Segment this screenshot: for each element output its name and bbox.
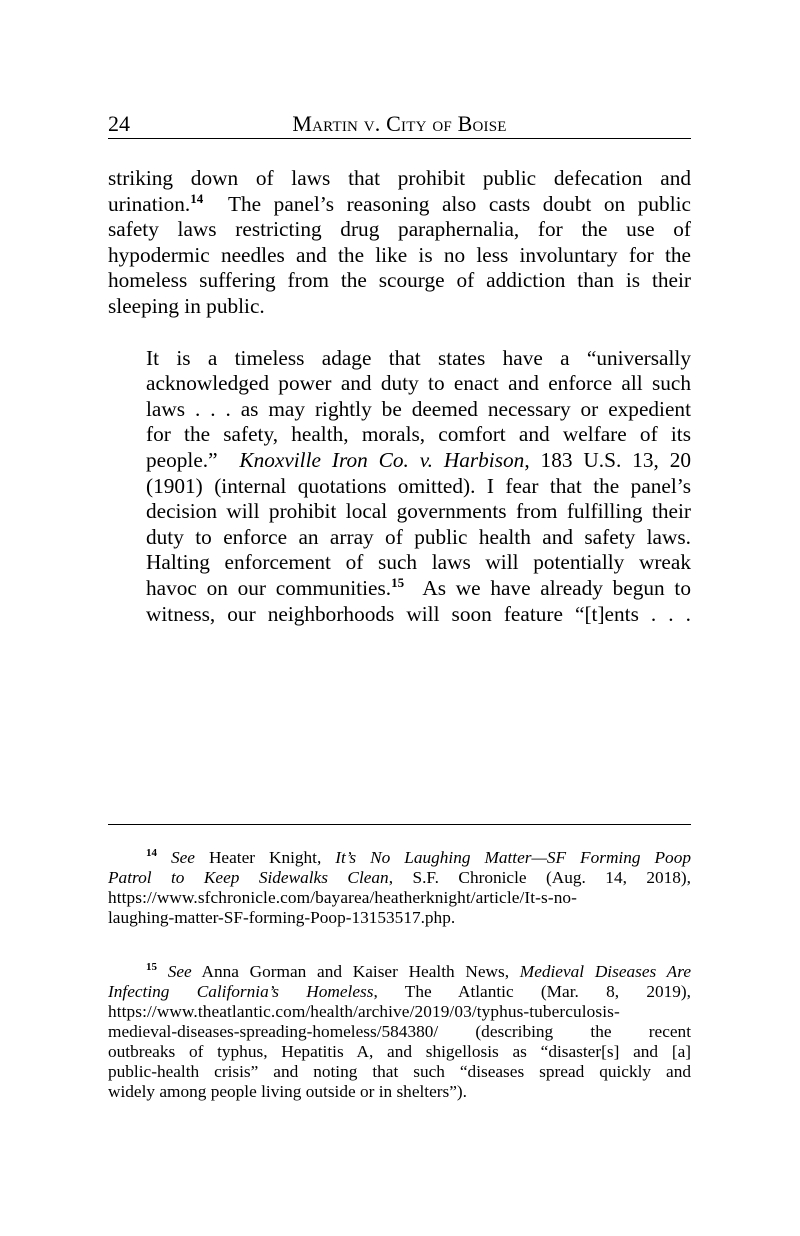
text-line: It is a timeless adage that states have a “universally: [146, 345, 691, 370]
text-line: decision will prohibit local governments from fulfilling their: [146, 499, 691, 524]
text-line: hypodermic needles and the like is no less involuntary for the: [108, 242, 691, 267]
text-line: laws . . . as may rightly be deemed necessary or expedient: [146, 396, 691, 421]
text-span: havoc on our communities.: [146, 575, 392, 600]
signal: See: [170, 848, 195, 867]
text-line: [108, 962, 691, 982]
text-span: Anna Gorman and Kaiser Health News,: [191, 962, 520, 981]
text-span: people.”: [146, 447, 240, 472]
footnote-ref-14[interactable]: 14: [190, 190, 204, 206]
text-line: striking down of laws that prohibit public defecation and: [108, 166, 691, 190]
text-line: [108, 848, 691, 868]
text-line: (1901) (internal quotations omitted). I fear that the panel’s: [146, 473, 691, 498]
text-line: acknowledged power and duty to enact and enforce all such: [146, 371, 691, 396]
text-line: [108, 192, 691, 218]
footnote-divider: [108, 824, 691, 825]
footnote-url[interactable]: https://www.sfchronicle.com/bayarea/heatherknight/article/It-s-no-: [108, 888, 578, 907]
footnote-number: 15: [146, 961, 157, 973]
text-line: homeless suffering from the scourge of addiction than is their: [108, 268, 691, 293]
paragraph-2: [108, 346, 691, 628]
footnote-number: 14: [146, 847, 157, 859]
footnote-14: [108, 848, 691, 928]
text-line: widely among people living outside or in shelters”).: [108, 1082, 467, 1101]
text-line: outbreaks of typhus, Hepatitis A, and shigellosis as “disaster[s] and [a]: [108, 1042, 691, 1061]
text-span: As we have already begun to: [404, 575, 691, 600]
running-header: [108, 110, 691, 139]
text-line: [108, 576, 691, 602]
text-line: Halting enforcement of such laws will potentially wreak: [146, 550, 691, 575]
page-number: 24: [108, 111, 130, 136]
text-line: [108, 982, 691, 1002]
article-title: Infecting California’s Homeless: [108, 982, 374, 1001]
text-span: , S.F. Chronicle (Aug. 14, 2018),: [388, 868, 692, 887]
text-span: , 183 U.S. 13, 20: [524, 447, 691, 472]
main-text: [108, 166, 691, 627]
text-line: duty to enforce an array of public health and safety laws.: [146, 524, 691, 549]
text-span: Heater Knight,: [194, 848, 336, 867]
text-line: [108, 448, 691, 474]
case-citation: Knoxville Iron Co. v. Harbison: [239, 447, 525, 472]
footnote-ref-15[interactable]: 15: [391, 574, 405, 590]
text-span: The panel’s reasoning also casts doubt on public: [203, 191, 691, 216]
article-title: Patrol to Keep Sidewalks Clean: [108, 868, 389, 887]
text-line: safety laws restricting drug paraphernalia, for the use of: [108, 217, 691, 242]
text-line: public-health crisis” and noting that such “diseases spread quickly and: [108, 1062, 691, 1081]
case-title: Martin v. City of Boise: [292, 111, 507, 136]
paragraph-1: [108, 166, 691, 320]
article-title: It’s No Laughing Matter—SF Forming Poop: [335, 848, 691, 867]
signal: See: [167, 962, 192, 981]
text-span: urination.: [108, 191, 191, 216]
text-line: for the safety, health, morals, comfort and welfare of its: [146, 422, 691, 447]
text-line: medieval-diseases-spreading-homeless/584380/ (describing the recent: [108, 1022, 691, 1041]
text-span: , The Atlantic (Mar. 8, 2019),: [373, 982, 692, 1001]
text-line: sleeping in public.: [108, 293, 265, 318]
article-title: Medieval Diseases Are: [519, 962, 691, 981]
text-line: [108, 868, 691, 888]
text-line: laughing-matter-SF-forming-Poop-13153517.php.: [108, 908, 456, 927]
text-line: witness, our neighborhoods will soon feature “[t]ents . . .: [146, 601, 691, 626]
footnote-15: [108, 962, 691, 1102]
footnote-url[interactable]: https://www.theatlantic.com/health/archive/2019/03/typhus-tuberculosis-: [108, 1002, 620, 1021]
